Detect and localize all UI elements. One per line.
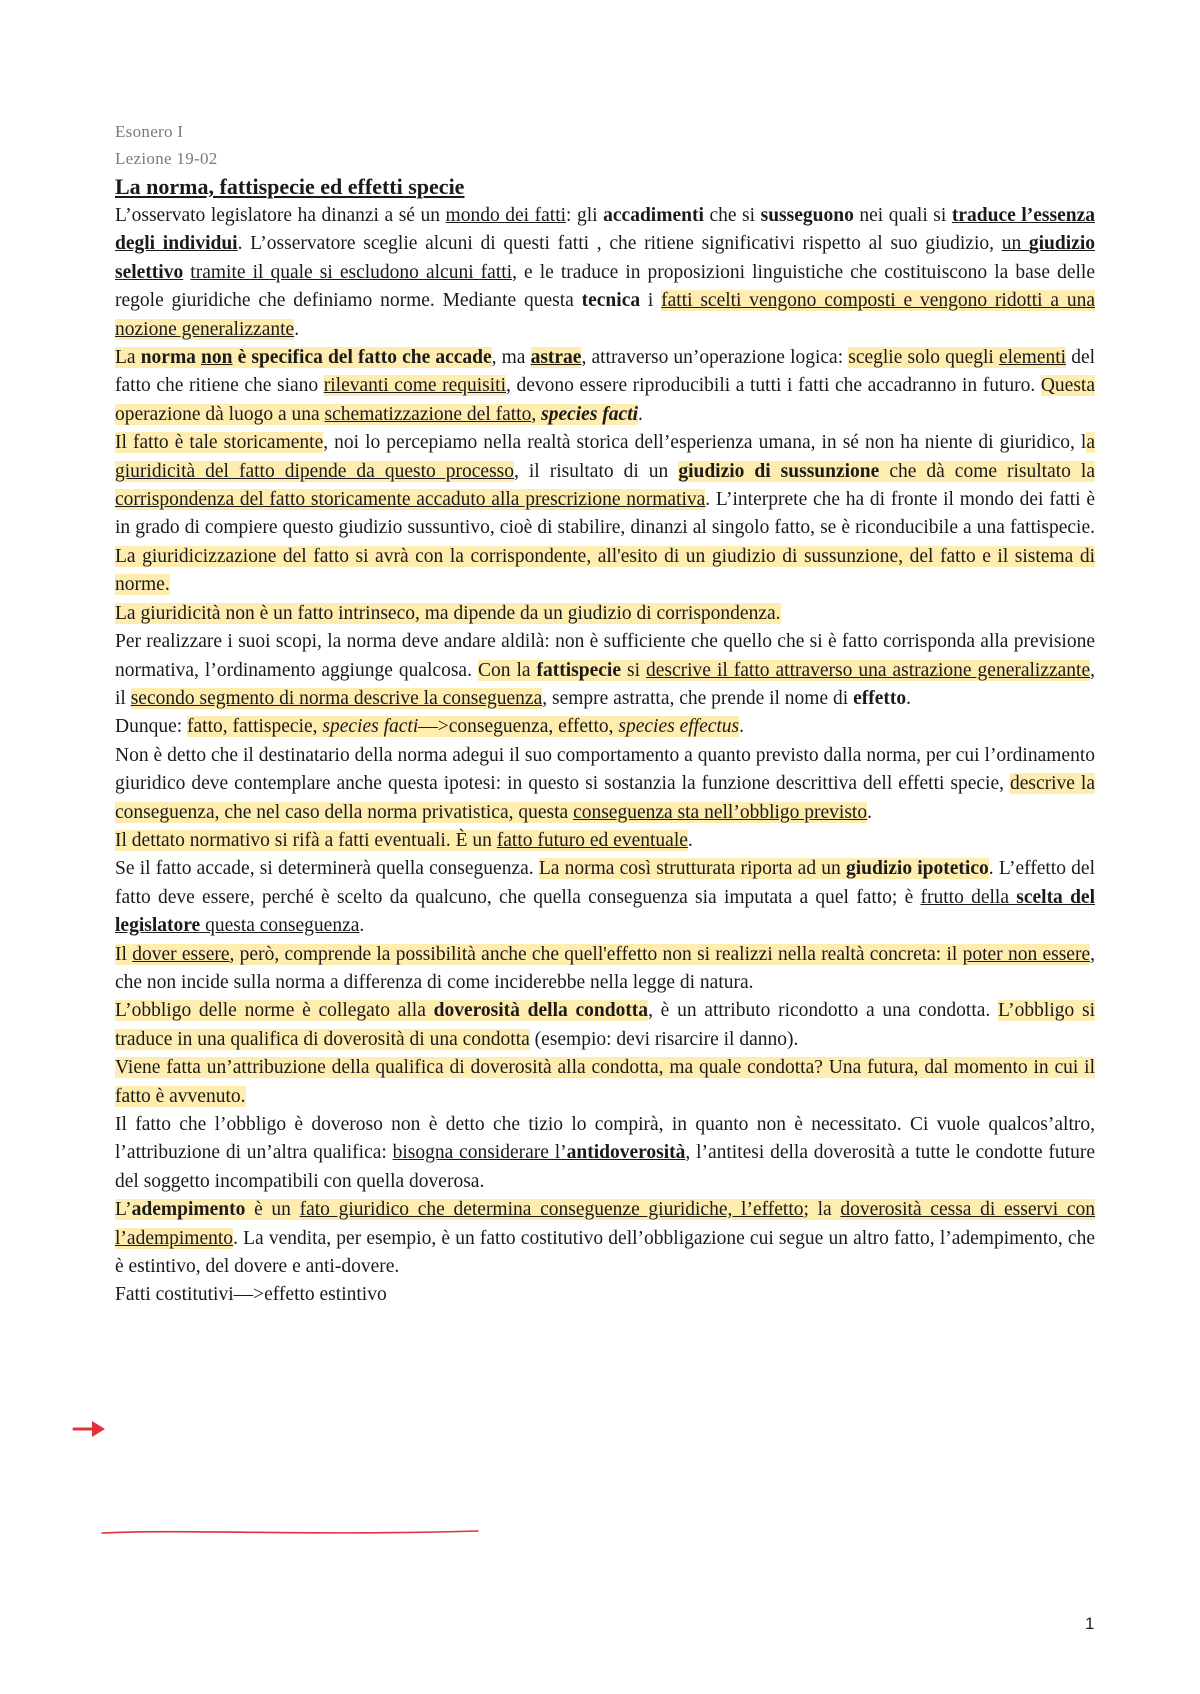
text-segment: i: [640, 290, 662, 312]
highlighted-text: species effectus: [618, 716, 740, 738]
text-segment: bisogna considerare l’: [392, 1142, 567, 1164]
text-segment: .: [867, 801, 872, 823]
text-segment: .: [906, 687, 911, 709]
highlighted-text: doverosità della condotta: [433, 1000, 649, 1022]
text-segment: , l’antitesi della doverosità a tutte le condotte future del soggetto incompatibili con quella doverosa.: [115, 1142, 1095, 1192]
text-segment: accadimenti: [603, 205, 704, 226]
highlighted-text: fatto, fattispecie,: [187, 716, 323, 738]
text-segment: un: [1001, 233, 1029, 255]
paragraph: [115, 713, 1095, 741]
paragraph: [115, 1281, 1095, 1309]
text-segment: tecnica: [581, 290, 641, 312]
highlighted-text: astrae: [530, 347, 582, 369]
highlighted-text: fato giuridico che determina conseguenze giuridiche, l’effetto: [299, 1199, 804, 1221]
text-segment: Se il fatto accade, si determinerà quella conseguenza.: [115, 858, 539, 880]
highlighted-text: L’obbligo delle norme è collegato alla: [115, 1000, 434, 1022]
highlighted-text: poter non essere: [962, 943, 1091, 965]
text-segment: susseguono: [760, 205, 854, 226]
highlighted-text: norma: [140, 347, 196, 369]
highlighted-text: Con la: [477, 659, 537, 681]
highlighted-text: fattispecie: [536, 659, 621, 681]
highlighted-text: rilevanti come requisiti: [323, 375, 507, 397]
paragraph: [115, 941, 1095, 998]
highlighted-text: elementi: [998, 347, 1067, 369]
paragraph: [115, 827, 1095, 855]
highlighted-text: che dà come risultato la: [879, 460, 1095, 482]
highlighted-text: schematizzazione del fatto: [324, 403, 532, 425]
text-segment: .: [739, 716, 745, 738]
text-segment: Non è detto che il destinatario della norma adegui il suo comportamento a quanto previsto dalla norma, per cui l’ordinamento giuridico deve contemplare anche questa ipotesi: in questo si sostanzia la funzione descrittiva dell effetti specie,: [115, 744, 1095, 795]
highlighted-text: Questa operazione dà luogo a una: [115, 375, 1095, 425]
text-segment: questa conseguenza: [205, 915, 360, 937]
text-segment: , il: [115, 659, 1095, 709]
text-segment: traduce l’essenza degli individui: [115, 205, 1095, 255]
highlighted-text: non: [201, 347, 233, 369]
highlighted-text: fatto futuro ed eventuale: [496, 829, 688, 851]
exam-label: Esonero I: [115, 122, 184, 141]
highlighted-text: species facti: [541, 403, 639, 425]
highlighted-text: sceglie solo quegli: [848, 347, 999, 369]
highlighted-text: Viene fatta un’attribuzione della qualifica di doverosità alla condotta, ma quale condotta? Una futura, dal momento in cui il fatto è avvenuto.: [115, 1057, 1095, 1107]
highlighted-text: Il fatto è tale storicamente: [115, 432, 324, 454]
highlighted-text: corrispondenza del fatto storicamente accaduto alla prescrizione normativa: [115, 489, 706, 511]
highlighted-text: ; la: [803, 1199, 841, 1221]
text-segment: .: [359, 915, 365, 937]
highlighted-text: species facti: [322, 716, 419, 738]
paragraph: [115, 600, 1095, 628]
text-segment: , attraverso un’operazione logica:: [581, 347, 849, 369]
text-segment: , è un attributo ricondotto a una condotta.: [648, 1000, 999, 1022]
document-body: [115, 202, 1095, 1310]
text-segment: Fatti costitutivi—>effetto estintivo: [115, 1284, 387, 1306]
paragraph: [115, 202, 1095, 344]
highlighted-text: giudizio ipotetico: [845, 858, 989, 880]
highlighted-text: , però, comprende la possibilità anche che quell'effetto non si realizzi nella realtà concreta: il: [229, 943, 963, 965]
highlighted-text: La giuridicità non è un fatto intrinseco, ma dipende da un giudizio di corrispondenza.: [115, 602, 781, 624]
text-segment: Il fatto che l’obbligo è doveroso non è detto che tizio lo compirà, in quanto non è necessitato. Ci vuole qualcos’altro, l’attribuzione di un’altra qualifica:: [115, 1114, 1095, 1164]
highlighted-text: a: [1086, 432, 1096, 454]
text-segment: , noi lo percepiamo nella realtà storica dell’esperienza umana, in sé non ha niente di giuridico, l: [323, 432, 1087, 454]
paragraph: [115, 344, 1095, 429]
highlighted-text: dover essere: [132, 943, 230, 965]
text-segment: .: [294, 318, 300, 340]
highlighted-text: fatti scelti vengono composti e vengono ridotti a una nozione generalizzante: [115, 290, 1095, 340]
text-segment: : gli: [566, 205, 604, 226]
highlighted-text: conseguenza sta nell’obbligo previsto: [573, 801, 868, 823]
paragraph: [115, 1111, 1095, 1196]
paragraph: [115, 997, 1095, 1054]
text-segment: scelta del legislatore: [115, 886, 1095, 937]
text-segment: Dunque:: [115, 716, 188, 738]
red-ink-underline-icon: [100, 1527, 480, 1537]
highlighted-text: La: [115, 347, 141, 369]
text-segment: tramite il quale si escludono alcuni fatti: [190, 261, 513, 283]
highlighted-text: —>conseguenza, effetto,: [418, 716, 619, 738]
paragraph: [115, 628, 1095, 713]
text-segment: L’osservato legislatore ha dinanzi a sé un: [115, 205, 446, 226]
highlighted-text: ,: [531, 403, 542, 425]
highlighted-text: è specifica del fatto che accade: [237, 347, 492, 369]
red-arrow-annotation-icon: [72, 1418, 108, 1440]
lesson-label: Lezione 19-02: [115, 149, 218, 168]
highlighted-text: La giuridicizzazione del fatto si avrà con la corrispondente, all'esito di un giudizio di sussunzione, del fatto e il sistema di norme.: [115, 545, 1095, 596]
text-segment: frutto della: [920, 886, 1017, 908]
highlighted-text: secondo segmento di norma descrive la conseguenza: [130, 687, 543, 709]
document-page: [115, 118, 1095, 1310]
text-segment: effetto: [853, 687, 907, 709]
highlighted-text: adempimento: [131, 1199, 246, 1221]
text-segment: , che non incide sulla norma a differenza di come inciderebbe nella legge di natura.: [115, 943, 1095, 993]
text-segment: , sempre astratta, che prende il nome di: [542, 687, 854, 709]
text-segment: giudizio selettivo: [115, 233, 1095, 283]
text-segment: nei quali si: [853, 205, 952, 226]
paragraph: [115, 855, 1095, 940]
text-segment: .: [687, 829, 693, 851]
highlighted-text: si: [620, 659, 646, 681]
text-segment: . L’osservatore sceglie alcuni di questi fatti , che ritiene significativi rispetto al suo giudizio,: [237, 233, 1002, 255]
highlighted-text: [233, 347, 238, 368]
highlighted-text: Il: [115, 943, 133, 965]
highlighted-text: descrive la conseguenza, che nel caso della norma privatistica, questa: [115, 773, 1095, 823]
paragraph: [115, 429, 1095, 599]
text-segment: . La vendita, per esempio, è un fatto costitutivo dell’obbligazione cui segue un altro fatto, l’adempimento, che è estintivo, del dovere e anti-dovere.: [115, 1227, 1095, 1278]
page-title: La norma, fattispecie ed effetti specie: [115, 174, 465, 199]
text-segment: .: [638, 403, 643, 425]
text-segment: , il risultato di un: [514, 460, 679, 482]
paragraph: [115, 742, 1095, 827]
text-segment: . L’effetto del fatto deve essere, perché è scelto da qualcuno, che quella conseguenza sia imputata a quel fatto; è: [115, 858, 1095, 908]
text-segment: del fatto che ritiene che siano: [115, 347, 1096, 397]
highlighted-text: Il dettato normativo si rifà a fatti eventuali. È un: [115, 829, 497, 851]
highlighted-text: giudizio di sussunzione: [678, 460, 880, 482]
text-segment: (esempio: devi risarcire il danno).: [529, 1028, 799, 1050]
highlighted-text: L’obbligo si traduce in una qualifica di doverosità di una condotta: [115, 1000, 1095, 1050]
page-number: 1: [1085, 1614, 1095, 1633]
highlighted-text: giuridicità del fatto dipende da questo processo: [115, 460, 514, 482]
text-segment: Per realizzare i suoi scopi, la norma deve andare aldilà: non è sufficiente che quello che si è fatto corrisponda alla previsione normativa, l’ordinamento aggiunge qualcosa.: [115, 631, 1095, 681]
text-segment: antidoverosità: [566, 1142, 686, 1164]
highlighted-text: è un: [245, 1199, 300, 1221]
text-segment: . L’interprete che ha di fronte il mondo dei fatti è in grado di compiere questo giudizio sussuntivo, cioè di stabilire, dinanzi al singolo fatto, se è riconducibile a una fattispecie.: [115, 489, 1095, 539]
highlighted-text: L’: [115, 1199, 132, 1221]
highlighted-text: doverosità cessa di esservi con l’adempimento: [115, 1199, 1096, 1249]
paragraph: [115, 1054, 1095, 1111]
text-segment: mondo dei fatti: [445, 205, 567, 226]
highlighted-text: descrive il fatto attraverso una astrazione generalizzante: [645, 659, 1091, 681]
text-segment: , ma: [491, 347, 531, 369]
text-segment: che si: [703, 205, 761, 226]
paragraph: [115, 1196, 1095, 1281]
highlighted-text: La norma così strutturata riporta ad un: [538, 858, 846, 880]
text-segment: , devono essere riproducibili a tutti i fatti che accadranno in futuro.: [506, 375, 1041, 397]
text-segment: , e le traduce in proposizioni linguistiche che costituiscono la base delle regole giuridiche che definiamo norme. Mediante questa: [115, 261, 1095, 312]
